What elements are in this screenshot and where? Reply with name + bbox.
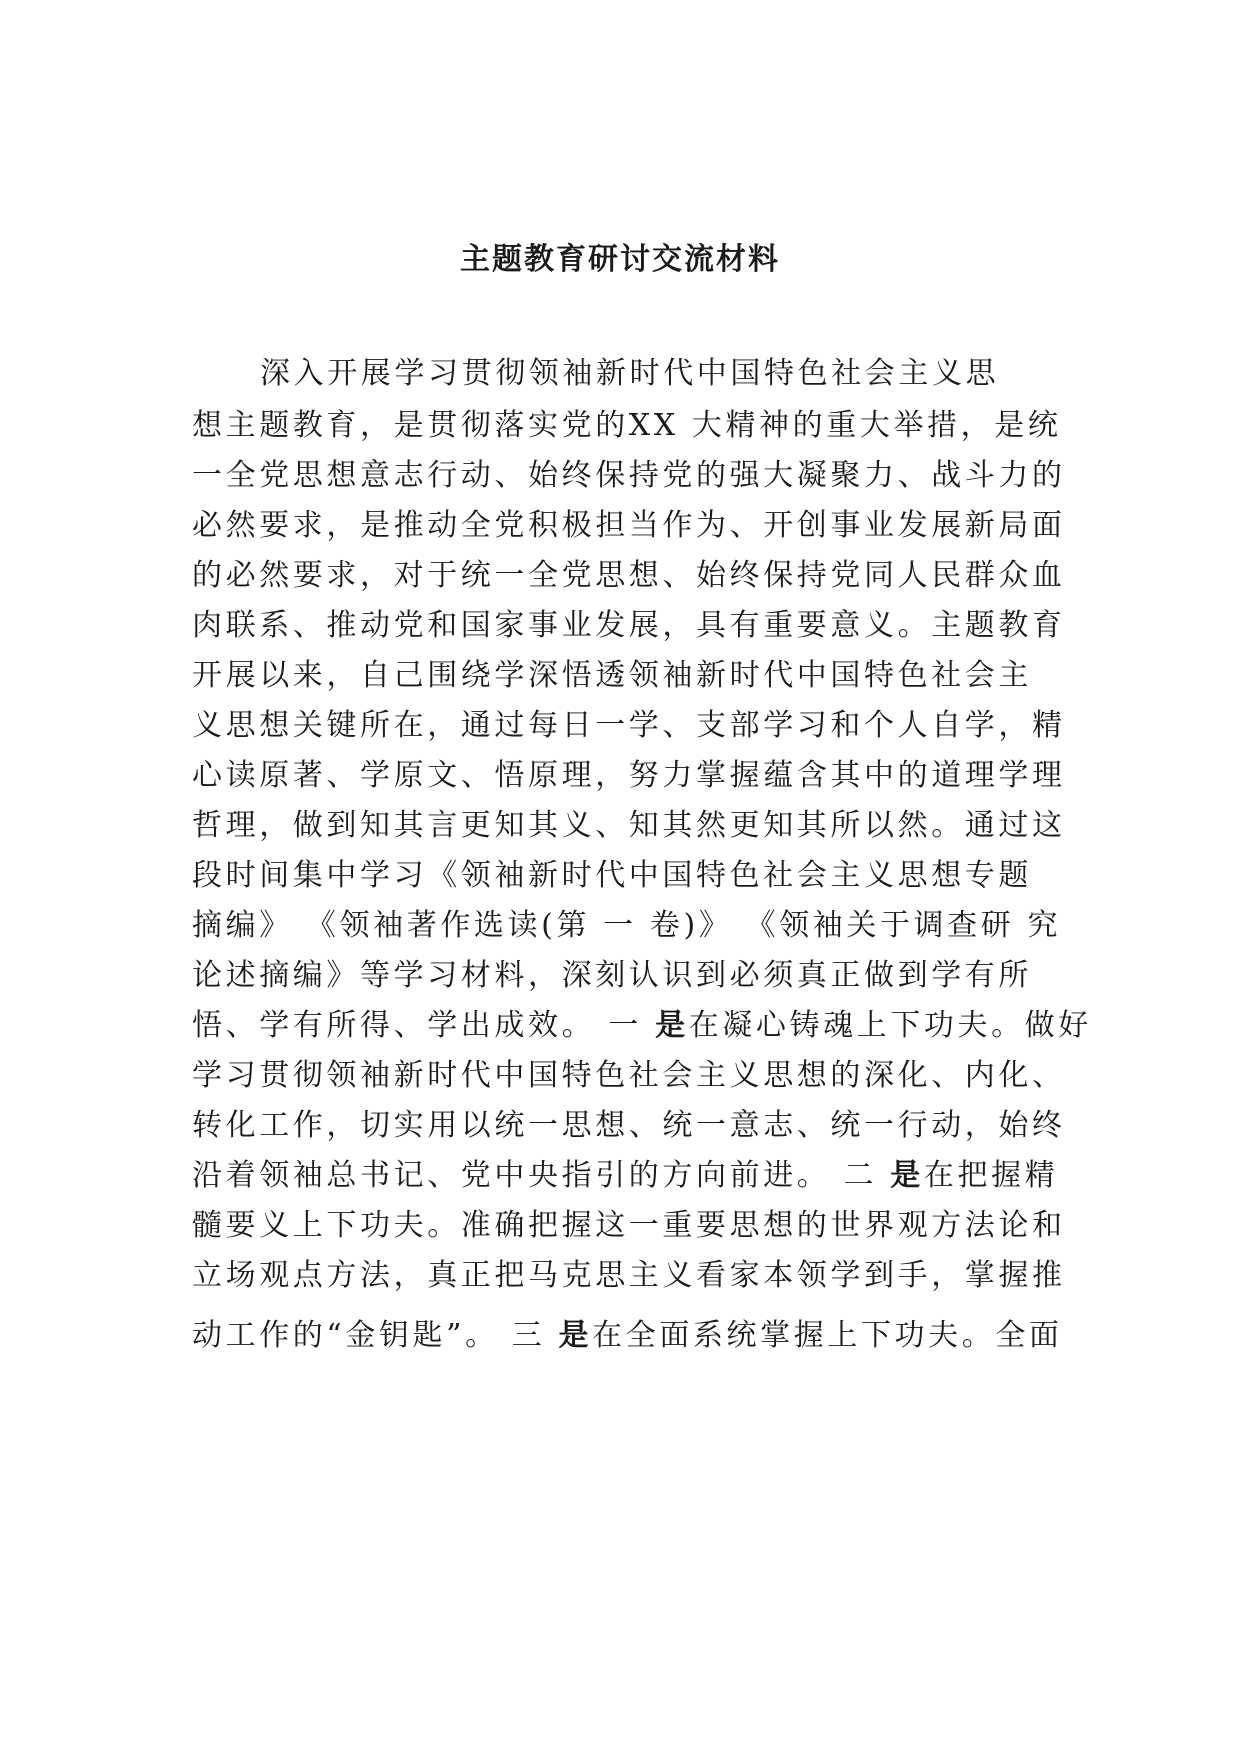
paragraph-line	[192, 1104, 1066, 1148]
line-text: 义思想关键所在，通过每日一学、支部学习和个人自学，精	[192, 708, 1066, 743]
line-text: 必然要求，是推动全党积极担当作为、开创事业发展新局面	[192, 508, 1066, 543]
paragraph-line	[192, 904, 1061, 948]
document-title: 主题教育研讨交流材料	[460, 242, 780, 277]
line-text: 动工作的“金钥匙”。 三	[192, 1318, 559, 1353]
line-text: 转化工作，切实用以统一思想、统一意志、统一行动，始终	[192, 1108, 1066, 1143]
line-text: 立场观点方法，真正把马克思主义看家本领学到手，掌握推	[192, 1258, 1066, 1293]
paragraph-line	[192, 854, 1032, 898]
paragraph-line	[192, 604, 1066, 648]
paragraph-line	[260, 352, 999, 396]
line-text: 摘编》 《领袖著作选读(第 一 卷)》 《领袖关于调查研 究	[192, 908, 1062, 943]
emphasis-text: 是	[558, 1318, 593, 1353]
line-text: 心读原著、学原文、悟原理，努力掌握蕴含其中的道理学理	[192, 758, 1066, 793]
line-text: 论述摘编》等学习材料，深刻认识到必须真正做到学有所	[192, 958, 1032, 993]
paragraph-line	[192, 1154, 1058, 1198]
line-text: 在凝心铸魂上下功夫。做好	[688, 1008, 1092, 1043]
line-text: 段时间集中学习《领袖新时代中国特色社会主义思想专题	[192, 858, 1032, 893]
paragraph-line	[192, 1004, 1092, 1048]
line-text: 沿着领袖总书记、党中央指引的方向前进。 二	[192, 1158, 891, 1193]
paragraph-line	[192, 704, 1066, 748]
paragraph-line	[192, 504, 1066, 548]
line-text: 的必然要求，对于统一全党思想、始终保持党同人民群众血	[192, 558, 1066, 593]
line-text: 悟、学有所得、学出成效。 一	[192, 1008, 656, 1043]
line-text: 一全党思想意志行动、始终保持党的强大凝聚力、战斗力的	[192, 458, 1066, 493]
paragraph-line	[192, 804, 1066, 848]
line-text: 想主题教育，是贯彻落实党的XX 大精神的重大举措，是统	[192, 408, 1062, 443]
line-text: 哲理，做到知其言更知其义、知其然更知其所以然。通过这	[192, 808, 1066, 843]
paragraph-line	[192, 1204, 1066, 1248]
paragraph-line	[192, 554, 1066, 598]
paragraph-line	[192, 404, 1061, 448]
line-text: 肉联系、推动党和国家事业发展，具有重要意义。主题教育	[192, 608, 1066, 643]
line-text: 深入开展学习贯彻领袖新时代中国特色社会主义思	[260, 356, 1000, 391]
paragraph-line	[192, 1254, 1066, 1298]
paragraph-line	[192, 1314, 1063, 1358]
paragraph-line	[192, 754, 1066, 798]
line-text: 髓要义上下功夫。准确把握这一重要思想的世界观方法论和	[192, 1208, 1066, 1243]
paragraph-line	[192, 454, 1066, 498]
line-text: 开展以来，自己围绕学深悟透领袖新时代中国特色社会主	[192, 658, 1032, 693]
emphasis-text: 是	[890, 1158, 924, 1193]
paragraph-line	[192, 1054, 1066, 1098]
line-text: 学习贯彻领袖新时代中国特色社会主义思想的深化、内化、	[192, 1058, 1066, 1093]
paragraph-line	[192, 954, 1032, 998]
line-text: 在全面系统掌握上下功夫。全面	[592, 1318, 1063, 1353]
emphasis-text: 是	[655, 1008, 689, 1043]
line-text: 在把握精	[923, 1158, 1059, 1193]
paragraph-line	[192, 654, 1032, 698]
